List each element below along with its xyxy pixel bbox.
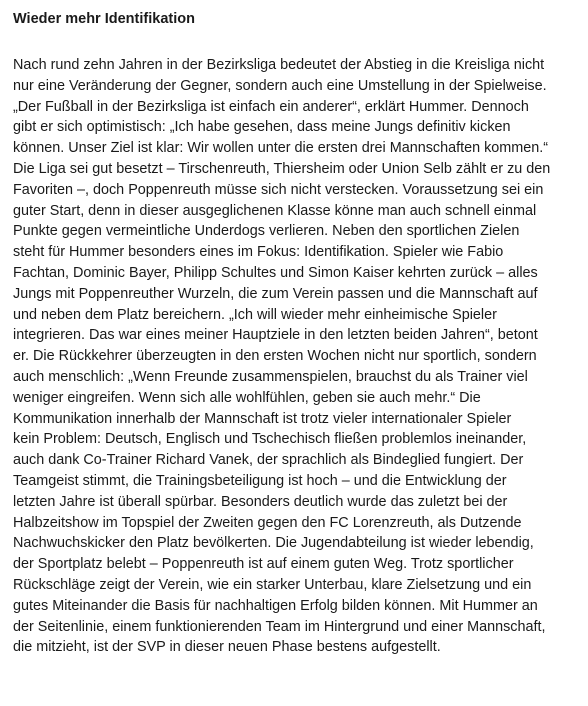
paragraph-line: der Seitenlinie, einem funktionierenden Team im Hintergrund und einer Mannschaft, [13,618,546,635]
paragraph-line: gibt er sich optimistisch: „Ich habe gesehen, dass meine Jungs definitiv kicken [13,119,511,136]
paragraph-line: Die Liga sei gut besetzt – Tirschenreuth, Thiersheim oder Union Selb zählt er zu den [13,160,551,177]
paragraph-line: Halbzeitshow im Topspiel der Zweiten gegen den FC Lorenzreuth, als Dutzende [13,514,522,531]
paragraph-line: kein Problem: Deutsch, Englisch und Tschechisch fließen problemlos ineinander, [13,431,527,448]
paragraph-line: nur eine Veränderung der Gegner, sondern auch eine Umstellung in der Spielweise. [13,77,547,94]
paragraph-line: Teamgeist stimmt, die Trainingsbeteiligung ist hoch – und die Entwicklung der [13,472,507,489]
paragraph-line: können. Unser Ziel ist klar: Wir wollen unter die ersten drei Mannschaften kommen.“ [13,140,549,157]
article [13,8,581,658]
paragraph-line: Jungs mit Poppenreuther Wurzeln, die zum Verein passen und die Mannschaft auf [13,285,538,302]
paragraph-line: auch menschlich: „Wenn Freunde zusammenspielen, brauchst du als Trainer viel [13,368,528,385]
paragraph-line: die mitzieht, ist der SVP in dieser neuen Phase bestens aufgestellt. [13,639,441,656]
paragraph-line: gutes Miteinander die Basis für nachhaltigen Erfolg bilden können. Mit Hummer an [13,597,538,614]
paragraph-line: der Sportplatz belebt – Poppenreuth ist auf einem guten Weg. Trotz sportlicher [13,556,514,573]
paragraph-line: er. Die Rückkehrer überzeugten in den ersten Wochen nicht nur sportlich, sondern [13,348,537,365]
paragraph-line: weniger eingreifen. Wenn sich alle wohlfühlen, geben sie auch mehr.“ Die [13,389,481,406]
paragraph-line: und neben dem Platz bereichern. „Ich will wieder mehr einheimische Spieler [13,306,497,323]
paragraph-line: Nachwuchskicker den Platz bevölkerten. Die Jugendabteilung ist wieder lebendig, [13,535,534,552]
paragraph-line: steht für Hummer besonders eines im Fokus: Identifikation. Spieler wie Fabio [13,244,504,261]
paragraph-line: „Der Fußball in der Bezirksliga ist einfach ein anderer“, erklärt Hummer. Dennoch [13,98,529,115]
article-paragraph [13,55,581,658]
paragraph-line: integrieren. Das war eines meiner Hauptziele in den letzten beiden Jahren“, betont [13,327,538,344]
paragraph-line: letzten Jahre ist überall spürbar. Besonders deutlich wurde das zuletzt bei der [13,493,508,510]
paragraph-line: Punkte gegen vermeintliche Underdogs verlieren. Neben den sportlichen Zielen [13,223,520,240]
article-heading: Wieder mehr Identifikation [13,11,195,27]
paragraph-line: auch dank Co-Trainer Richard Vanek, der sprachlich als Bindeglied fungiert. Der [13,452,524,469]
paragraph-line: Rückschläge zeigt der Verein, wie ein starker Unterbau, klare Zielsetzung und ein [13,576,532,593]
paragraph-line: Nach rund zehn Jahren in der Bezirksliga bedeutet der Abstieg in die Kreisliga nicht [13,57,545,73]
paragraph-line: Kommunikation innerhalb der Mannschaft ist trotz vieler internationaler Spieler [13,410,512,427]
paragraph-line: Favoriten –, doch Poppenreuth müsse sich nicht verstecken. Voraussetzung sei ein [13,181,544,198]
paragraph-line: guter Start, denn in dieser ausgeglichenen Klasse könne man auch schnell einmal [13,202,537,219]
paragraph-line: Fachtan, Dominic Bayer, Philipp Schultes und Simon Kaiser kehrten zurück – alles [13,264,538,281]
